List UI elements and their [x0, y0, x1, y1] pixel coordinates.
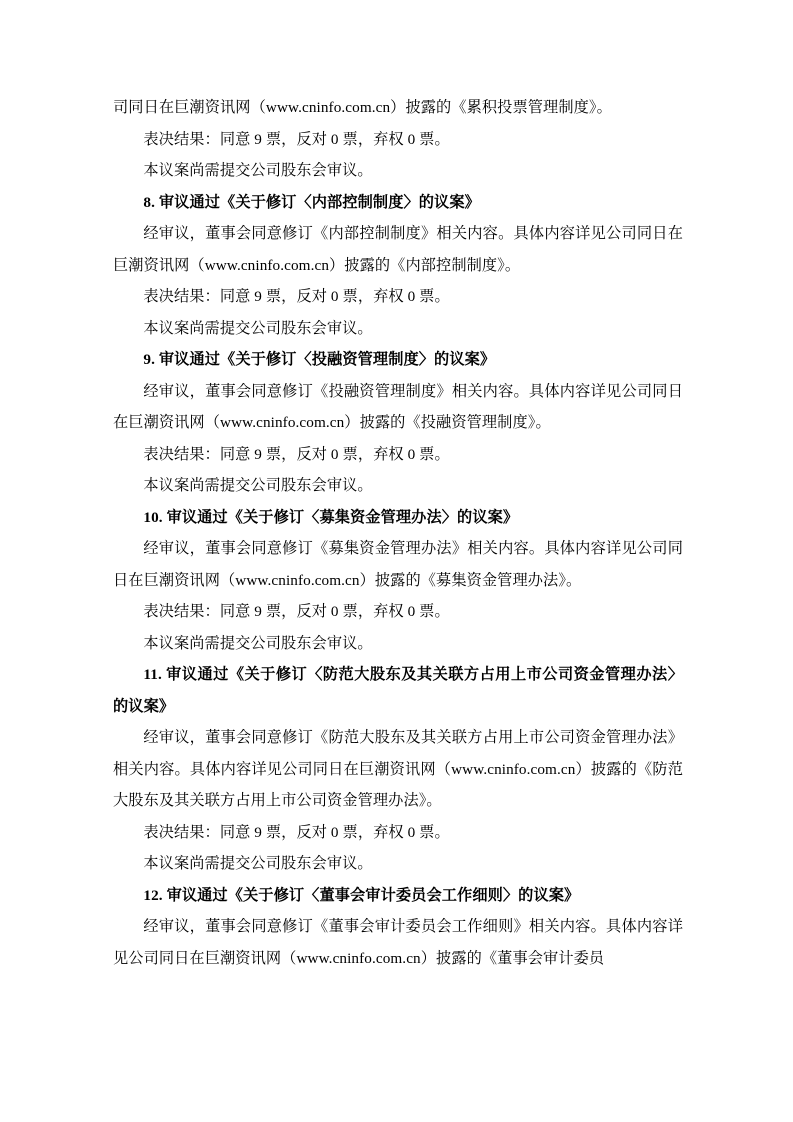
paragraph-item-10-note: 本议案尚需提交公司股东会审议。 — [143, 634, 373, 652]
paragraph-continued: 司同日在巨潮资讯网（www.cninfo.com.cn）披露的《累积投票管理制度》。 — [113, 99, 612, 116]
paragraph-item-10-vote: 表决结果：同意 9 票，反对 0 票，弃权 0 票。 — [143, 603, 450, 620]
paragraph-item-9-vote: 表决结果：同意 9 票，反对 0 票，弃权 0 票。 — [143, 445, 450, 463]
heading-item-10: 10. 审议通过《关于修订〈募集资金管理办法〉的议案》 — [143, 508, 519, 526]
paragraph-item-10-body: 经审议，董事会同意修订《募集资金管理办法》相关内容。具体内容详见公司同日在巨潮资讯网（www.cninfo.com.cn）披露的《募集资金管理办法》。 — [113, 540, 683, 589]
paragraph-item-11-vote: 表决结果：同意 9 票，反对 0 票，弃权 0 票。 — [143, 823, 450, 841]
paragraph-vote-result: 表决结果：同意 9 票，反对 0 票，弃权 0 票。 — [143, 130, 450, 148]
heading-item-9: 9. 审议通过《关于修订〈投融资管理制度〉的议案》 — [143, 351, 496, 368]
paragraph-item-9-body: 经审议，董事会同意修订《投融资管理制度》相关内容。具体内容详见公司同日在巨潮资讯网（www.cninfo.com.cn）披露的《投融资管理制度》。 — [113, 382, 683, 431]
page-body-text — [113, 92, 683, 974]
paragraph-item-8-note: 本议案尚需提交公司股东会审议。 — [143, 319, 373, 337]
paragraph-item-8-body: 经审议，董事会同意修订《内部控制制度》相关内容。具体内容详见公司同日在巨潮资讯网（www.cninfo.com.cn）披露的《内部控制制度》。 — [113, 225, 683, 274]
paragraph-item-9-note: 本议案尚需提交公司股东会审议。 — [143, 477, 373, 494]
paragraph-item-12-body: 经审议，董事会同意修订《董事会审计委员会工作细则》相关内容。具体内容详见公司同日在巨潮资讯网（www.cninfo.com.cn）披露的《董事会审计委员 — [113, 918, 683, 967]
paragraph-item-11-body: 经审议，董事会同意修订《防范大股东及其关联方占用上市公司资金管理办法》相关内容。具体内容详见公司同日在巨潮资讯网（www.cninfo.com.cn）披露的《防范大股东及其关联方占用上市公司资金管理办法》。 — [113, 729, 683, 809]
heading-item-12: 12. 审议通过《关于修订〈董事会审计委员会工作细则〉的议案》 — [143, 886, 580, 904]
heading-item-11: 11. 审议通过《关于修订〈防范大股东及其关联方占用上市公司资金管理办法〉的议案》 — [113, 666, 683, 715]
paragraph-item-11-note: 本议案尚需提交公司股东会审议。 — [143, 855, 373, 872]
paragraph-item-8-vote: 表决结果：同意 9 票，反对 0 票，弃权 0 票。 — [143, 288, 450, 305]
paragraph-submission-note: 本议案尚需提交公司股东会审议。 — [143, 162, 373, 179]
heading-item-8: 8. 审议通过《关于修订〈内部控制制度〉的议案》 — [143, 193, 480, 211]
